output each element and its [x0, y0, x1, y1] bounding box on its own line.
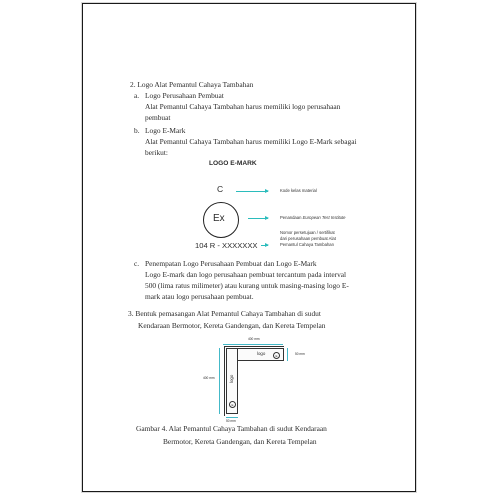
circle-mark-horizontal: E [273, 352, 280, 359]
dimension-top-label: 400 mm [248, 337, 260, 341]
arrow-class [236, 191, 268, 192]
item-b-label: b. [134, 126, 140, 135]
outline-left [224, 346, 225, 416]
dimension-bottom-line [226, 417, 238, 418]
figure-caption-line-2: Bermotor, Kereta Gandengan, dan Kereta Tempelan [163, 437, 317, 446]
item-c-body-line-2: 500 (lima ratus milimeter) atau kurang untuk masing-masing logo E- [145, 281, 349, 290]
item-b-body-line-1: Alat Pemantul Cahaya Tambahan harus memiliki Logo E-Mark sebagai [145, 137, 357, 146]
emark-title: LOGO E-MARK [209, 160, 257, 167]
figure-caption-line-1: Gambar 4. Alat Pemantul Cahaya Tambahan di sudut Kendaraan [136, 424, 327, 433]
section-2-heading: 2. Logo Alat Pemantul Cahaya Tambahan [130, 80, 254, 89]
circle-mark-vertical: E [229, 401, 236, 408]
dimension-right-label: 50 mm [295, 352, 305, 356]
emark-approval-number: 104 R - XXXXXXX [195, 241, 258, 250]
logo-horizontal-label: logo [257, 351, 266, 356]
outline-top [224, 346, 284, 347]
item-a-label: a. [134, 91, 140, 100]
item-c-title: Penempatan Logo Perusahaan Pembuat dan Logo E-Mark [145, 259, 317, 268]
dimension-top-line [223, 344, 283, 345]
label-institute-italic: European Test Institute [302, 215, 346, 220]
emark-class-letter: C [217, 184, 224, 194]
item-a-body-line-1: Alat Pemantul Cahaya Tambahan harus memiliki logo perusahaan [145, 102, 341, 111]
label-institute-prefix: Penandaan [280, 215, 303, 220]
arrow-approval [261, 245, 268, 246]
horizontal-reflector-strip [231, 348, 284, 361]
label-approval-line-1: Nomor persetujuan / sertifikat [280, 230, 335, 235]
item-c-label: c. [134, 259, 140, 268]
emark-circle-text: Ex [213, 213, 225, 224]
item-a-title: Logo Perusahaan Pembuat [145, 91, 224, 100]
dimension-right-line [287, 348, 288, 361]
logo-vertical-label: logo [229, 374, 234, 383]
section-3-heading-line-1: 3. Bentuk pemasangan Alat Pemantul Cahaya Tambahan di sudut [128, 309, 321, 318]
dimension-bottom-label: 50 mm [226, 419, 236, 423]
item-c-body-line-1: Logo E-mark dan logo perusahaan pembuat tercantum pada interval [145, 270, 347, 279]
dimension-left-line [219, 348, 220, 414]
item-b-body-line-2: berikut: [145, 148, 168, 157]
item-c-body-line-3: mark atau logo perusahaan pembuat. [145, 292, 254, 301]
label-approval-line-2: dari perusahaan pembuat Alat [280, 236, 336, 241]
section-3-heading-line-2: Kendaraan Bermotor, Kereta Gandengan, dan Kereta Tempelan [138, 321, 326, 330]
label-institute [280, 216, 346, 220]
vertical-reflector-strip [226, 348, 238, 414]
emark-circle [203, 202, 239, 238]
item-b-title: Logo E-Mark [145, 126, 186, 135]
label-approval-line-3: Pemantul Cahaya Tambahan [280, 242, 334, 247]
arrow-institute [248, 218, 268, 219]
label-class-code: Kode kelas material [280, 188, 317, 193]
dimension-left-label: 400 mm [203, 376, 215, 380]
document-page [82, 3, 416, 492]
item-a-body-line-2: pembuat [145, 113, 171, 122]
